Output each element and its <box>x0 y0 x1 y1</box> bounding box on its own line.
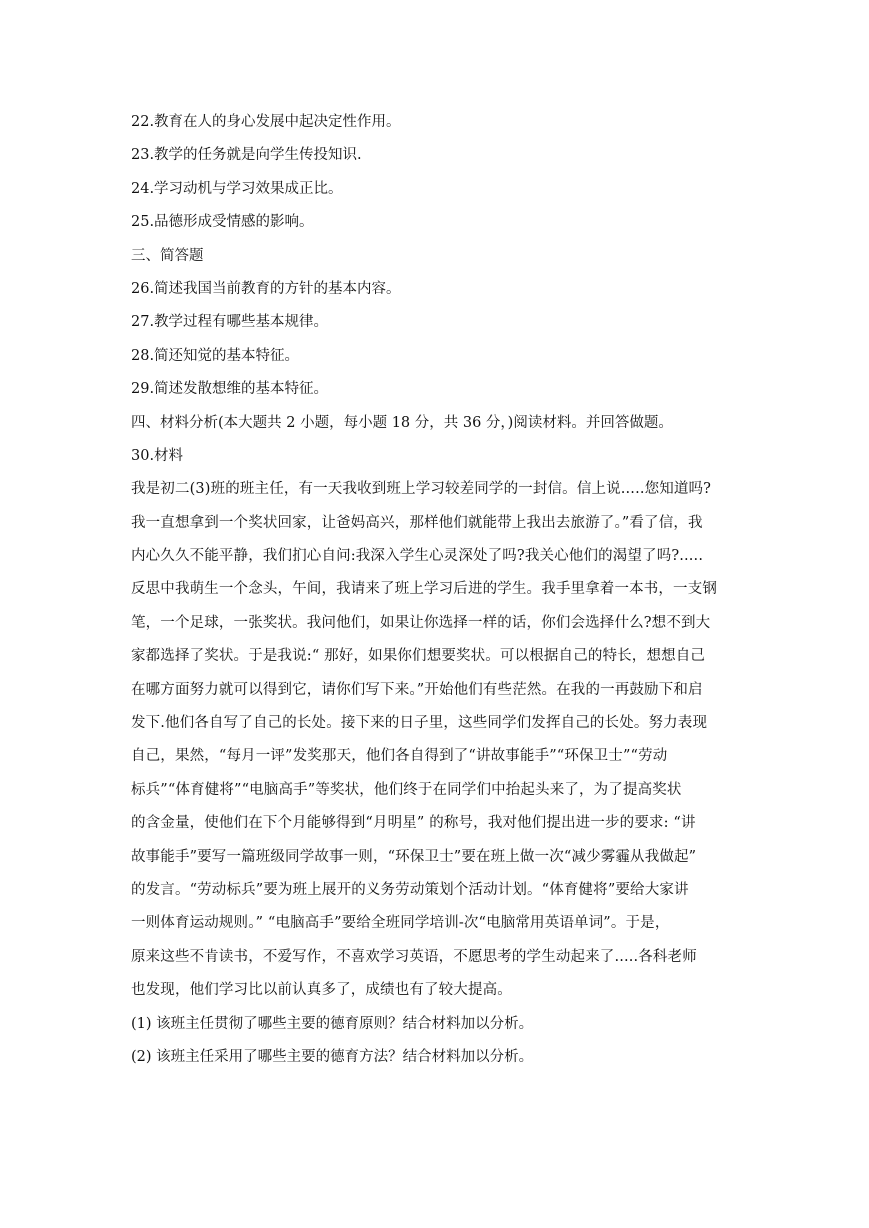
material-line: 的发言。“劳动标兵”要为班上展开的义务劳动策划个活动计划。“体育健将”要给大家讲 <box>131 881 689 898</box>
material-line: 一则体育运动规则。” “电脑高手”要给全班同学培训-次“电脑常用英语单词”。于是， <box>131 915 670 932</box>
material-line: 发下.他们各自写了自己的长处。接下来的日子里，这些同学们发挥自己的长处。努力表现 <box>131 715 708 732</box>
sub-question-1: (1) 该班主任贯彻了哪些主要的德育原则？结合材料加以分析。 <box>131 1015 534 1032</box>
document-body <box>131 106 751 1074</box>
material-line: 标兵”“体育健将”“电脑高手”等奖状，他们终于在同学们中抬起头来了，为了提高奖状 <box>131 781 682 798</box>
material-line: 笔，一个足球，一张奖状。我问他们，如果让你选择一样的话，你们会选择什么?想不到大 <box>131 614 711 631</box>
material-line: 反思中我萌生一个念头，午间，我请来了班上学习后进的学生。我手里拿着一本书，一支钢 <box>131 581 717 598</box>
section-heading-material-analysis: 四、材料分析(本大题共 2 小题，每小题 18 分，共 36 分，)阅读材料。并回答做题。 <box>131 414 673 431</box>
material-line: 的含金量，使他们在下个月能够得到“月明星” 的称号，我对他们提出进一步的要求: “讲 <box>131 815 696 832</box>
judgement-item-24: 24.学习动机与学习效果成正比。 <box>131 180 343 197</box>
sub-question-2: (2) 该班主任采用了哪些主要的德育方法？结合材料加以分析。 <box>131 1048 534 1065</box>
question-28: 28.简还知觉的基本特征。 <box>131 347 300 364</box>
material-line: 我是初二(3)班的班主任，有一天我收到班上学习较差同学的一封信。信上说.....您知道吗? <box>131 481 712 498</box>
material-line: 家都选择了奖状。于是我说:“ 那好，如果你们想要奖状。可以根据自己的特长，想想自己 <box>131 648 706 665</box>
question-29: 29.简述发散想维的基本特征。 <box>131 381 329 398</box>
material-title: 30.材料 <box>131 447 184 464</box>
question-27: 27.教学过程有哪些基本规律。 <box>131 314 329 331</box>
material-line: 内心久久不能平静，我们扪心自问:我深入学生心灵深处了吗?我关心他们的渴望了吗?..... <box>131 548 704 565</box>
question-26: 26.简述我国当前教育的方针的基本内容。 <box>131 280 401 297</box>
judgement-item-22: 22.教育在人的身心发展中起决定性作用。 <box>131 114 401 130</box>
material-line: 自己，果然，“每月一评”发奖那天，他们各自得到了“讲故事能手”“环保卫士”“劳动 <box>131 748 668 765</box>
section-heading-short-answer: 三、简答题 <box>131 247 204 264</box>
judgement-item-25: 25.品德形成受情感的影响。 <box>131 214 314 231</box>
material-paragraph <box>131 473 751 1007</box>
material-line: 我一直想拿到一个奖状回家，让爸妈高兴，那样他们就能带上我出去旅游了。”看了信，我 <box>131 514 703 531</box>
judgement-item-23: 23.教学的任务就是向学生传投知识. <box>131 147 362 164</box>
material-line: 原来这些不肯读书，不爱写作，不喜欢学习英语，不愿思考的学生动起来了.....各科老师 <box>131 948 697 965</box>
material-line: 也发现，他们学习比以前认真多了，成绩也有了较大提高。 <box>131 982 512 999</box>
material-line: 在哪方面努力就可以得到它，请你们写下来。”开始他们有些茫然。在我的一再鼓励下和启 <box>131 681 703 698</box>
material-line: 故事能手”要写一篇班级同学故事一则，“环保卫士”要在班上做一次“减少雾霾从我做起” <box>131 848 697 865</box>
